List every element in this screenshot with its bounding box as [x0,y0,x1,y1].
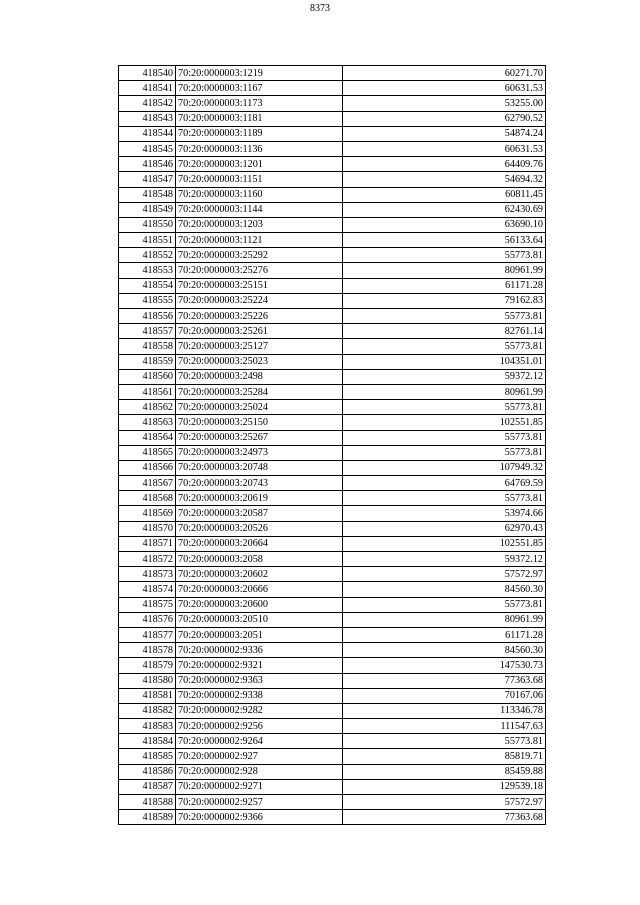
value-cell: 129539.18 [343,779,546,794]
cadastral-number-cell: 70:20:0000002:928 [176,764,343,779]
value-cell: 77363.68 [343,673,546,688]
row-number-cell: 418566 [119,460,176,475]
row-number-cell: 418587 [119,779,176,794]
cadastral-number-cell: 70:20:0000003:1173 [176,96,343,111]
table-row [119,688,546,703]
table-row [119,476,546,491]
cadastral-number-cell: 70:20:0000003:25284 [176,384,343,399]
table-row [119,658,546,673]
value-cell: 57572.97 [343,567,546,582]
cadastral-number-cell: 70:20:0000003:2051 [176,627,343,642]
cadastral-number-cell: 70:20:0000003:25023 [176,354,343,369]
cadastral-number-cell: 70:20:0000002:9363 [176,673,343,688]
table-row [119,111,546,126]
row-number-cell: 418582 [119,703,176,718]
cadastral-number-cell: 70:20:0000002:927 [176,749,343,764]
value-cell: 55773.81 [343,445,546,460]
value-cell: 53974.66 [343,506,546,521]
cadastral-number-cell: 70:20:0000002:9321 [176,658,343,673]
cadastral-number-cell: 70:20:0000003:20743 [176,476,343,491]
cadastral-number-cell: 70:20:0000003:1160 [176,187,343,202]
table-row [119,810,546,825]
row-number-cell: 418541 [119,81,176,96]
cadastral-number-cell: 70:20:0000003:20600 [176,597,343,612]
cadastral-number-cell: 70:20:0000003:2058 [176,552,343,567]
row-number-cell: 418552 [119,248,176,263]
cadastral-number-cell: 70:20:0000003:20666 [176,582,343,597]
cadastral-number-cell: 70:20:0000002:9271 [176,779,343,794]
cadastral-number-cell: 70:20:0000003:1181 [176,111,343,126]
value-cell: 55773.81 [343,309,546,324]
value-cell: 60631.53 [343,141,546,156]
table-row [119,445,546,460]
row-number-cell: 418580 [119,673,176,688]
value-cell: 55773.81 [343,734,546,749]
cadastral-number-cell: 70:20:0000003:1167 [176,81,343,96]
row-number-cell: 418568 [119,491,176,506]
row-number-cell: 418561 [119,384,176,399]
row-number-cell: 418554 [119,278,176,293]
row-number-cell: 418563 [119,415,176,430]
row-number-cell: 418543 [119,111,176,126]
row-number-cell: 418564 [119,430,176,445]
cadastral-number-cell: 70:20:0000003:20510 [176,612,343,627]
row-number-cell: 418576 [119,612,176,627]
table-row [119,187,546,202]
row-number-cell: 418573 [119,567,176,582]
row-number-cell: 418551 [119,233,176,248]
row-number-cell: 418578 [119,643,176,658]
table-row [119,415,546,430]
value-cell: 70167.06 [343,688,546,703]
cadastral-number-cell: 70:20:0000003:1201 [176,157,343,172]
value-cell: 56133.64 [343,233,546,248]
row-number-cell: 418589 [119,810,176,825]
row-number-cell: 418548 [119,187,176,202]
table-row [119,202,546,217]
value-cell: 54694.32 [343,172,546,187]
table-row [119,521,546,536]
table-row [119,567,546,582]
row-number-cell: 418565 [119,445,176,460]
value-cell: 82761.14 [343,324,546,339]
cadastral-number-cell: 70:20:0000003:25267 [176,430,343,445]
value-cell: 80961.99 [343,384,546,399]
table-row [119,536,546,551]
value-cell: 113346.78 [343,703,546,718]
row-number-cell: 418560 [119,369,176,384]
cadastral-number-cell: 70:20:0000002:9257 [176,795,343,810]
value-cell: 61171.28 [343,278,546,293]
table-row [119,278,546,293]
cadastral-number-cell: 70:20:0000003:1219 [176,66,343,81]
table-row [119,612,546,627]
row-number-cell: 418556 [119,309,176,324]
value-cell: 102551.85 [343,415,546,430]
row-number-cell: 418549 [119,202,176,217]
cadastral-number-cell: 70:20:0000003:20587 [176,506,343,521]
table-row [119,233,546,248]
table-row [119,597,546,612]
table-row [119,339,546,354]
row-number-cell: 418577 [119,627,176,642]
row-number-cell: 418562 [119,400,176,415]
row-number-cell: 418583 [119,719,176,734]
row-number-cell: 418555 [119,293,176,308]
cadastral-number-cell: 70:20:0000003:25292 [176,248,343,263]
row-number-cell: 418572 [119,552,176,567]
value-cell: 79162.83 [343,293,546,308]
row-number-cell: 418586 [119,764,176,779]
row-number-cell: 418546 [119,157,176,172]
table-row [119,309,546,324]
value-cell: 55773.81 [343,491,546,506]
value-cell: 80961.99 [343,612,546,627]
value-cell: 55773.81 [343,597,546,612]
table-row [119,141,546,156]
value-cell: 59372.12 [343,369,546,384]
value-cell: 55773.81 [343,339,546,354]
row-number-cell: 418558 [119,339,176,354]
table-row [119,384,546,399]
table-row [119,552,546,567]
table-row [119,172,546,187]
value-cell: 77363.68 [343,810,546,825]
cadastral-number-cell: 70:20:0000003:1121 [176,233,343,248]
cadastral-number-cell: 70:20:0000003:25127 [176,339,343,354]
cadastral-number-cell: 70:20:0000003:20619 [176,491,343,506]
row-number-cell: 418553 [119,263,176,278]
cadastral-number-cell: 70:20:0000003:1189 [176,126,343,141]
value-cell: 55773.81 [343,248,546,263]
value-cell: 63690.10 [343,217,546,232]
value-cell: 111547.63 [343,719,546,734]
table-row [119,460,546,475]
row-number-cell: 418544 [119,126,176,141]
cadastral-number-cell: 70:20:0000003:1144 [176,202,343,217]
row-number-cell: 418547 [119,172,176,187]
table-row [119,764,546,779]
cadastral-number-cell: 70:20:0000002:9338 [176,688,343,703]
value-cell: 64409.76 [343,157,546,172]
row-number-cell: 418574 [119,582,176,597]
registry-table-body [119,66,546,825]
table-row [119,643,546,658]
table-row [119,703,546,718]
row-number-cell: 418581 [119,688,176,703]
row-number-cell: 418571 [119,536,176,551]
value-cell: 64769.59 [343,476,546,491]
cadastral-number-cell: 70:20:0000003:24973 [176,445,343,460]
table-row [119,66,546,81]
value-cell: 55773.81 [343,400,546,415]
table-row [119,734,546,749]
cadastral-number-cell: 70:20:0000003:20526 [176,521,343,536]
cadastral-number-cell: 70:20:0000003:1136 [176,141,343,156]
value-cell: 55773.81 [343,430,546,445]
cadastral-number-cell: 70:20:0000003:25150 [176,415,343,430]
cadastral-number-cell: 70:20:0000003:1151 [176,172,343,187]
table-row [119,81,546,96]
cadastral-number-cell: 70:20:0000003:1203 [176,217,343,232]
value-cell: 53255.00 [343,96,546,111]
table-row [119,719,546,734]
row-number-cell: 418540 [119,66,176,81]
row-number-cell: 418542 [119,96,176,111]
table-row [119,430,546,445]
row-number-cell: 418559 [119,354,176,369]
cadastral-number-cell: 70:20:0000003:25151 [176,278,343,293]
row-number-cell: 418579 [119,658,176,673]
table-row [119,126,546,141]
value-cell: 85819.71 [343,749,546,764]
cadastral-number-cell: 70:20:0000002:9336 [176,643,343,658]
table-row [119,582,546,597]
row-number-cell: 418550 [119,217,176,232]
value-cell: 84560.30 [343,582,546,597]
cadastral-number-cell: 70:20:0000003:2498 [176,369,343,384]
value-cell: 61171.28 [343,627,546,642]
table-row [119,795,546,810]
row-number-cell: 418545 [119,141,176,156]
page-number: 8373 [310,3,330,14]
table-row [119,491,546,506]
cadastral-number-cell: 70:20:0000002:9264 [176,734,343,749]
cadastral-number-cell: 70:20:0000003:25224 [176,293,343,308]
value-cell: 80961.99 [343,263,546,278]
value-cell: 54874.24 [343,126,546,141]
table-row [119,248,546,263]
table-row [119,324,546,339]
table-row [119,506,546,521]
cadastral-number-cell: 70:20:0000003:25226 [176,309,343,324]
value-cell: 85459.88 [343,764,546,779]
cadastral-number-cell: 70:20:0000003:20748 [176,460,343,475]
cadastral-number-cell: 70:20:0000003:25276 [176,263,343,278]
row-number-cell: 418570 [119,521,176,536]
row-number-cell: 418584 [119,734,176,749]
row-number-cell: 418575 [119,597,176,612]
table-row [119,157,546,172]
row-number-cell: 418567 [119,476,176,491]
registry-table [118,65,546,825]
value-cell: 60271.70 [343,66,546,81]
table-row [119,749,546,764]
cadastral-number-cell: 70:20:0000003:20602 [176,567,343,582]
table-row [119,293,546,308]
value-cell: 60811.45 [343,187,546,202]
row-number-cell: 418588 [119,795,176,810]
cadastral-number-cell: 70:20:0000003:25024 [176,400,343,415]
value-cell: 62430.69 [343,202,546,217]
cadastral-number-cell: 70:20:0000002:9282 [176,703,343,718]
cadastral-number-cell: 70:20:0000002:9256 [176,719,343,734]
table-row [119,779,546,794]
cadastral-number-cell: 70:20:0000003:25261 [176,324,343,339]
value-cell: 57572.97 [343,795,546,810]
table-row [119,627,546,642]
table-row [119,354,546,369]
row-number-cell: 418557 [119,324,176,339]
value-cell: 60631.53 [343,81,546,96]
value-cell: 59372.12 [343,552,546,567]
table-row [119,263,546,278]
cadastral-number-cell: 70:20:0000002:9366 [176,810,343,825]
value-cell: 62790.52 [343,111,546,126]
cadastral-number-cell: 70:20:0000003:20664 [176,536,343,551]
value-cell: 84560.30 [343,643,546,658]
value-cell: 104351.01 [343,354,546,369]
row-number-cell: 418569 [119,506,176,521]
row-number-cell: 418585 [119,749,176,764]
table-row [119,369,546,384]
value-cell: 147530.73 [343,658,546,673]
table-row [119,217,546,232]
table-row [119,673,546,688]
table-row [119,400,546,415]
table-row [119,96,546,111]
value-cell: 102551.85 [343,536,546,551]
value-cell: 107949.32 [343,460,546,475]
value-cell: 62970.43 [343,521,546,536]
